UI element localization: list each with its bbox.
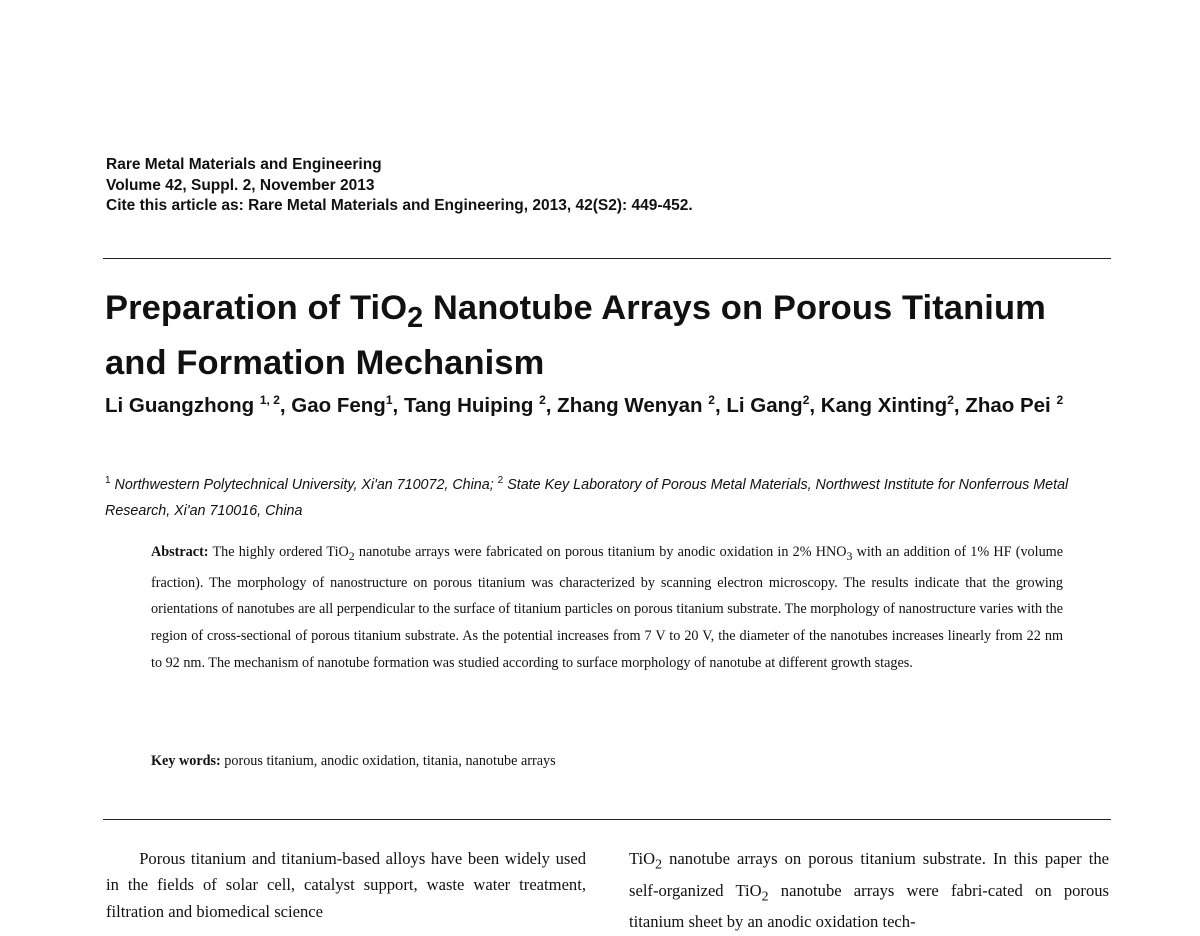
author: Zhao Pei $^2$ — [965, 393, 1064, 417]
body-divider — [103, 819, 1111, 820]
author-list: Li Guangzhong $^{1, 2}$, Gao Feng$^1$, Tang Huiping $^2$, Zhang Wenyan $^2$, Li Gang$^2$, Kang Xinting$^2$, Zhao Pei $^2$ — [105, 393, 1064, 417]
author: Li Gang$^2$ — [726, 393, 810, 417]
body-column-left — [106, 846, 586, 925]
journal-name: Rare Metal Materials and Engineering — [106, 156, 382, 173]
journal-volume: Volume 42, Suppl. 2, November 2013 — [106, 176, 375, 194]
author: Zhang Wenyan $^2$ — [557, 393, 715, 417]
paper-title — [105, 286, 1115, 386]
affiliation-marker: 1 — [105, 475, 111, 486]
title-text-part1: Preparation of TiO — [105, 289, 408, 327]
author: Kang Xinting$^2$ — [820, 393, 954, 417]
affiliations — [105, 468, 1115, 524]
citation-line: Cite this article as: Rare Metal Materials and Engineering, 2013, 42(S2): 449-452. — [106, 197, 693, 214]
header-divider — [103, 258, 1111, 259]
abstract: Abstract: The highly ordered TiO$_2$ nanotube arrays were fabricated on porous titanium by anodic oxidation in 2% $HNO_3$ with an addition of 1% HF (volume fraction). The morphology of nanostructure on porous titanium was characterized by scanning electron microscopy. The results indicate that the growing orientations of nanotubes are all perpendicular to the surface of titanium particles on porous titanium substrate. The morphology of nanostructure varies with the region of cross-sectional of porous titanium substrate. As the potential increases from 7 V to 20 V, the diameter of the nanotubes increases linearly from 22 nm to 92 nm. The mechanism of nanotube formation was studied according to surface morphology of nanotube at different growth stages. — [151, 544, 1064, 671]
journal-header — [106, 155, 1106, 217]
abstract-label: Abstract: — [151, 544, 209, 560]
title-text-part2: Nanotube Arrays on Porous Titanium and Formation Mechanism — [105, 289, 1046, 382]
author: Li Guangzhong $^{1, 2}$ — [105, 393, 280, 417]
affiliation-marker: 2 — [497, 475, 504, 486]
affiliation-2: State Key Laboratory of Porous Metal Materials, Northwest Institute for Nonferrous Metal Research, Xi'an 710016, China — [105, 476, 1069, 519]
title-subscript: 2 — [407, 301, 424, 334]
affiliation-1: Northwestern Polytechnical University, Xi'an 710072, China; — [114, 476, 494, 493]
body-paragraph: Porous titanium and titanium-based alloys have been widely used in the fields of solar cell, catalyst support, waste water treatment, filtration and biomedical science — [106, 849, 586, 921]
author: Gao Feng$^1$ — [291, 393, 393, 417]
body-column-right — [629, 846, 1109, 936]
author: Tang Huiping $^2$ — [403, 393, 546, 417]
keywords-text: porous titanium, anodic oxidation, titania, nanotube arrays — [220, 753, 556, 769]
keywords — [151, 750, 1063, 772]
body-paragraph: TiO$_2$ nanotube arrays on porous titanium substrate. In this paper the self-organized TiO$_2$ nanotube arrays were fabri-cated on porous titanium sheet by an anodic oxidation tech- — [629, 849, 1109, 932]
keywords-label: Key words: — [151, 753, 221, 769]
